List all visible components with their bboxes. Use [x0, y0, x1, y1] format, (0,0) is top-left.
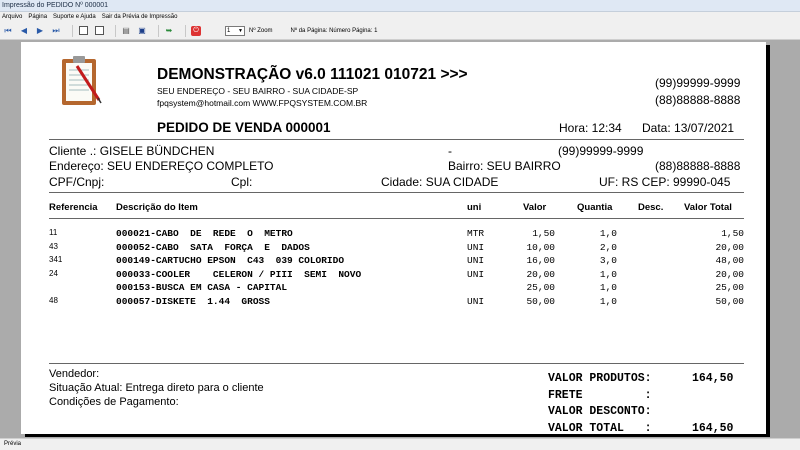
row-desc: 000052-CABO SATA FORÇA E DADOS [116, 241, 310, 253]
customer-address: Endereço: SEU ENDEREÇO COMPLETO [49, 159, 274, 173]
row-total: 20,00 [715, 241, 744, 253]
col-header-total: Valor Total [684, 202, 732, 213]
customer-dash: - [448, 144, 452, 158]
menu-bar [0, 12, 800, 22]
valor-produtos-value: 164,50 [692, 372, 734, 385]
col-header-desc: Descrição do Item [116, 202, 198, 213]
divider [49, 139, 744, 140]
chevron-down-icon: ▼ [238, 27, 243, 34]
export-icon[interactable]: ➥ [165, 26, 173, 35]
menu-pagina[interactable]: Página [28, 14, 48, 20]
col-header-ref: Referencia [49, 202, 98, 213]
first-page-icon[interactable]: ⏮ [4, 25, 12, 35]
row-total: 1,50 [721, 228, 744, 239]
status-bar: Prévia [0, 438, 800, 450]
zoom-label: Nº Zoom [249, 27, 273, 34]
row-desc: 000057-DISKETE 1.44 GROSS [116, 295, 270, 307]
divider [49, 363, 744, 364]
toolbar-divider [72, 25, 73, 37]
row-valor: 1,50 [532, 228, 555, 239]
last-page-icon[interactable]: ⏭ [52, 25, 60, 35]
frete-label: FRETE : [548, 389, 652, 402]
row-uni: UNI [467, 295, 485, 307]
company-phone-2: (88)88888-8888 [655, 93, 741, 107]
col-header-desc-pct: Desc. [638, 202, 664, 213]
zoom-value: 1 [227, 27, 231, 34]
row-total: 25,00 [715, 282, 744, 293]
valor-desconto-label: VALOR DESCONTO: [548, 405, 652, 418]
print-preview-page [21, 42, 766, 434]
customer-uf-cep: UF: RS CEP: 99990-045 [599, 175, 731, 189]
row-qtd: 1,0 [599, 295, 617, 307]
row-valor: 25,00 [526, 282, 555, 293]
row-total: 48,00 [715, 255, 744, 266]
zoom-select[interactable] [225, 26, 245, 36]
valor-total-label: VALOR TOTAL : [548, 422, 652, 434]
row-valor: 50,00 [526, 295, 555, 307]
row-desc: 000033-COOLER CELERON / PIII SEMI NOVO [116, 268, 362, 280]
row-desc: 000021-CABO DE REDE O METRO [116, 228, 293, 239]
customer-phone-1: (99)99999-9999 [558, 144, 644, 158]
col-header-valor: Valor [523, 202, 547, 213]
company-name: DEMONSTRAÇÃO v6.0 111021 010721 >>> [157, 66, 468, 83]
print-icon[interactable]: ▤ [122, 26, 130, 35]
row-ref: 43 [49, 241, 58, 251]
customer-cpl: Cpl: [231, 175, 253, 189]
next-page-icon[interactable]: ▶ [36, 26, 44, 35]
condicoes-label: Condições de Pagamento: [49, 396, 179, 408]
menu-sair-previa[interactable]: Sair da Prévia de Impressão [101, 14, 178, 20]
customer-bairro: Bairro: SEU BAIRRO [448, 159, 561, 173]
row-uni: UNI [467, 255, 485, 266]
customer-cpf: CPF/Cnpj: [49, 175, 105, 189]
close-preview-icon[interactable]: ⏻ [191, 26, 201, 36]
col-header-uni: uni [467, 202, 482, 213]
row-valor: 16,00 [526, 255, 555, 266]
row-uni: MTR [467, 228, 485, 239]
row-ref: 11 [49, 228, 58, 237]
row-ref: 48 [49, 295, 58, 305]
save-icon[interactable]: ▣ [138, 26, 146, 35]
order-hora: Hora: 12:34 [559, 121, 622, 135]
company-address: SEU ENDEREÇO - SEU BAIRRO - SUA CIDADE-SP [157, 86, 359, 96]
prev-page-icon[interactable]: ◀ [20, 26, 28, 35]
order-data: Data: 13/07/2021 [642, 121, 735, 135]
menu-arquivo[interactable]: Arquivo [2, 14, 23, 20]
customer-name: Cliente .: GISELE BÜNDCHEN [49, 144, 215, 158]
page-number-label: Nº da Página: Número Página: 1 [290, 27, 378, 34]
valor-produtos-label: VALOR PRODUTOS: [548, 372, 652, 385]
row-qtd: 1,0 [599, 268, 617, 280]
row-qtd: 2,0 [599, 241, 617, 253]
row-ref: 24 [49, 268, 58, 278]
col-header-qtd: Quantia [577, 202, 613, 213]
row-uni: UNI [467, 241, 485, 253]
row-total: 50,00 [715, 295, 744, 307]
situacao-text: Situação Atual: Entrega direto para o cliente [49, 382, 264, 394]
vendedor-label: Vendedor: [49, 368, 100, 380]
company-phone-1: (99)99999-9999 [655, 76, 741, 90]
row-qtd: 1,0 [599, 228, 617, 239]
menu-suporte[interactable]: Suporte e Ajuda [53, 14, 96, 20]
row-desc: 000149-CARTUCHO EPSON C43 039 COLORIDO [116, 255, 345, 266]
valor-total-value: 164,50 [692, 422, 734, 434]
toolbar [0, 22, 800, 40]
toolbar-divider [158, 25, 159, 37]
row-total: 20,00 [715, 268, 744, 280]
divider [49, 192, 744, 193]
row-qtd: 1,0 [599, 282, 617, 293]
row-desc: 000153-BUSCA EM CASA - CAPITAL [116, 282, 288, 293]
toolbar-divider [115, 25, 116, 37]
row-uni: UNI [467, 268, 485, 280]
two-page-icon[interactable] [94, 26, 104, 36]
toolbar-divider [185, 25, 186, 37]
clipboard-logo-icon [59, 54, 103, 108]
customer-city: Cidade: SUA CIDADE [381, 175, 499, 189]
row-qtd: 3,0 [599, 255, 617, 266]
customer-phone-2: (88)88888-8888 [655, 159, 741, 173]
row-valor: 20,00 [526, 268, 555, 280]
divider [49, 218, 744, 219]
row-valor: 10,00 [526, 241, 555, 253]
row-ref: 341 [49, 255, 63, 264]
single-page-icon[interactable] [78, 26, 88, 36]
window-title: Impressão do PEDIDO Nº 000001 [0, 0, 800, 12]
order-title: PEDIDO DE VENDA 000001 [157, 120, 331, 135]
company-web: fpqsystem@hotmail.com WWW.FPQSYSTEM.COM.BR [157, 98, 368, 108]
